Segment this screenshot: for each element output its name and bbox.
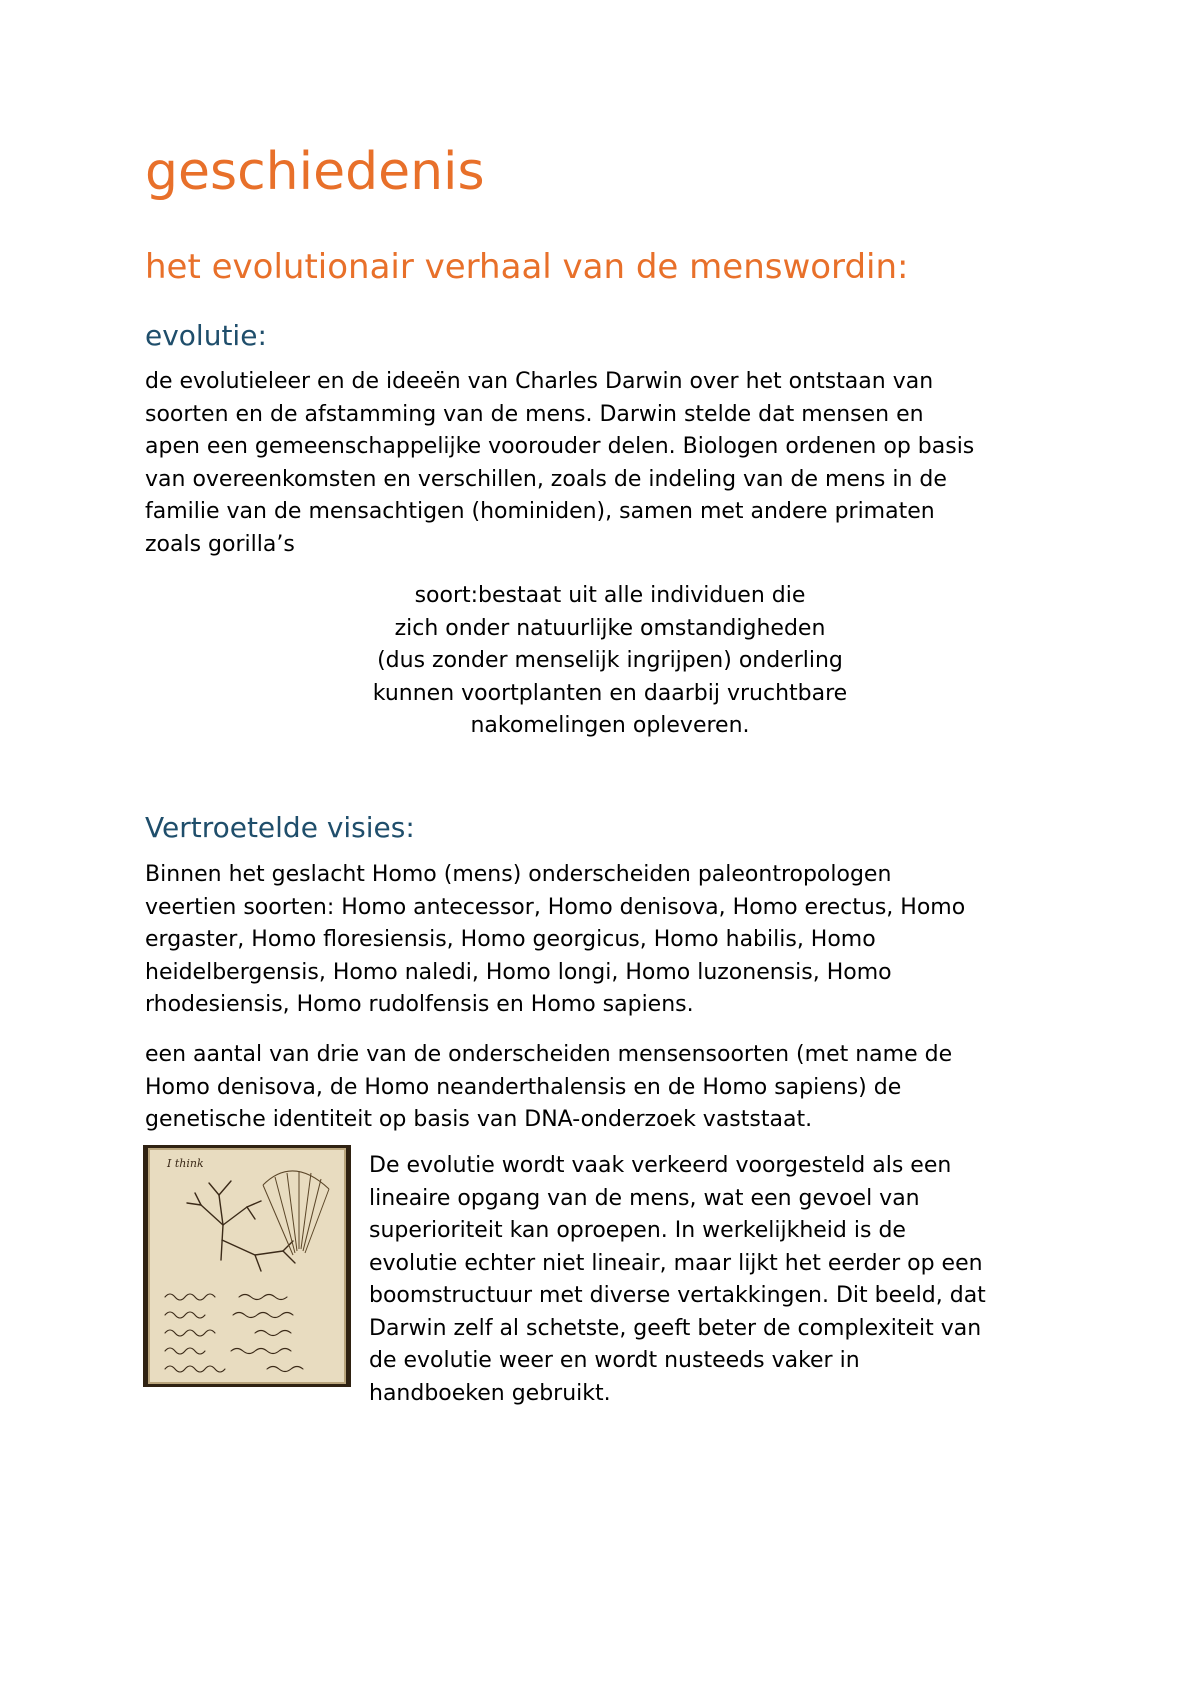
text-line: evolutie echter niet lineair, maar lijkt het eerder op een [369, 1250, 983, 1276]
text-line: handboeken gebruikt. [369, 1380, 611, 1406]
text-line: rhodesiensis, Homo rudolfensis en Homo sapiens. [145, 992, 694, 1017]
definition-line: nakomelingen opleveren. [470, 713, 750, 738]
darwin-sketch-drawing [143, 1145, 351, 1387]
text-line: de evolutieleer en de ideeën van Charles Darwin over het ontstaan van [145, 369, 934, 394]
section-heading-evolutie: evolutie: [145, 319, 267, 352]
definition-line: zich onder natuurlijke omstandigheden [394, 615, 826, 641]
text-line: soorten en de afstamming van de mens. Darwin stelde dat mensen en [145, 401, 924, 427]
definition-line: soort:bestaat uit alle individuen die [414, 583, 806, 608]
paragraph-homo-soorten [145, 859, 1075, 1022]
text-line: van overeenkomsten en verschillen, zoals de indeling van de mens in de [145, 466, 947, 492]
paragraph-evolutie [145, 366, 1075, 561]
sketch-heading-text: I think [167, 1157, 204, 1170]
paragraph-dna [145, 1039, 1075, 1137]
text-line: de evolutie weer en wordt nusteeds vaker in [369, 1348, 860, 1373]
darwin-tree-sketch-image [143, 1145, 351, 1387]
text-line: Darwin zelf al schetste, geeft beter de complexiteit van [369, 1315, 982, 1341]
section-heading-visies: Vertroetelde visies: [145, 811, 415, 844]
text-line: familie van de mensachtigen (hominiden), samen met andere primaten [145, 499, 935, 524]
text-line: boomstructuur met diverse vertakkingen. Dit beeld, dat [369, 1283, 986, 1308]
text-line: De evolutie wordt vaak verkeerd voorgesteld als een [369, 1153, 952, 1178]
definition-line: (dus zonder menselijk ingrijpen) onderling [377, 648, 843, 673]
text-line: superioriteit kan oproepen. In werkelijkheid is de [369, 1218, 906, 1243]
text-line: Homo denisova, de Homo neanderthalensis en de Homo sapiens) de [145, 1074, 902, 1100]
document-subtitle: het evolutionair verhaal van de menswordin: [145, 247, 909, 287]
text-line: genetische identiteit op basis van DNA-onderzoek vaststaat. [145, 1107, 813, 1132]
text-line: heidelbergensis, Homo naledi, Homo longi, Homo luzonensis, Homo [145, 959, 892, 985]
text-line: een aantal van drie van de onderscheiden mensensoorten (met name de [145, 1042, 953, 1067]
text-line: veertien soorten: Homo antecessor, Homo denisova, Homo erectus, Homo [145, 894, 966, 920]
text-line: lineaire opgang van de mens, wat een gevoel van [369, 1185, 920, 1211]
document-title: geschiedenis [145, 142, 485, 202]
text-line: apen een gemeenschappelijke voorouder delen. Biologen ordenen op basis [145, 434, 975, 459]
definition-soort [300, 580, 920, 743]
text-line: Binnen het geslacht Homo (mens) onderscheiden paleontropologen [145, 862, 892, 887]
text-line: ergaster, Homo floresiensis, Homo georgicus, Homo habilis, Homo [145, 927, 876, 952]
text-line: zoals gorilla’s [145, 531, 295, 557]
paragraph-boomstructuur [369, 1150, 1069, 1410]
definition-line: kunnen voortplanten en daarbij vruchtbare [372, 680, 848, 706]
